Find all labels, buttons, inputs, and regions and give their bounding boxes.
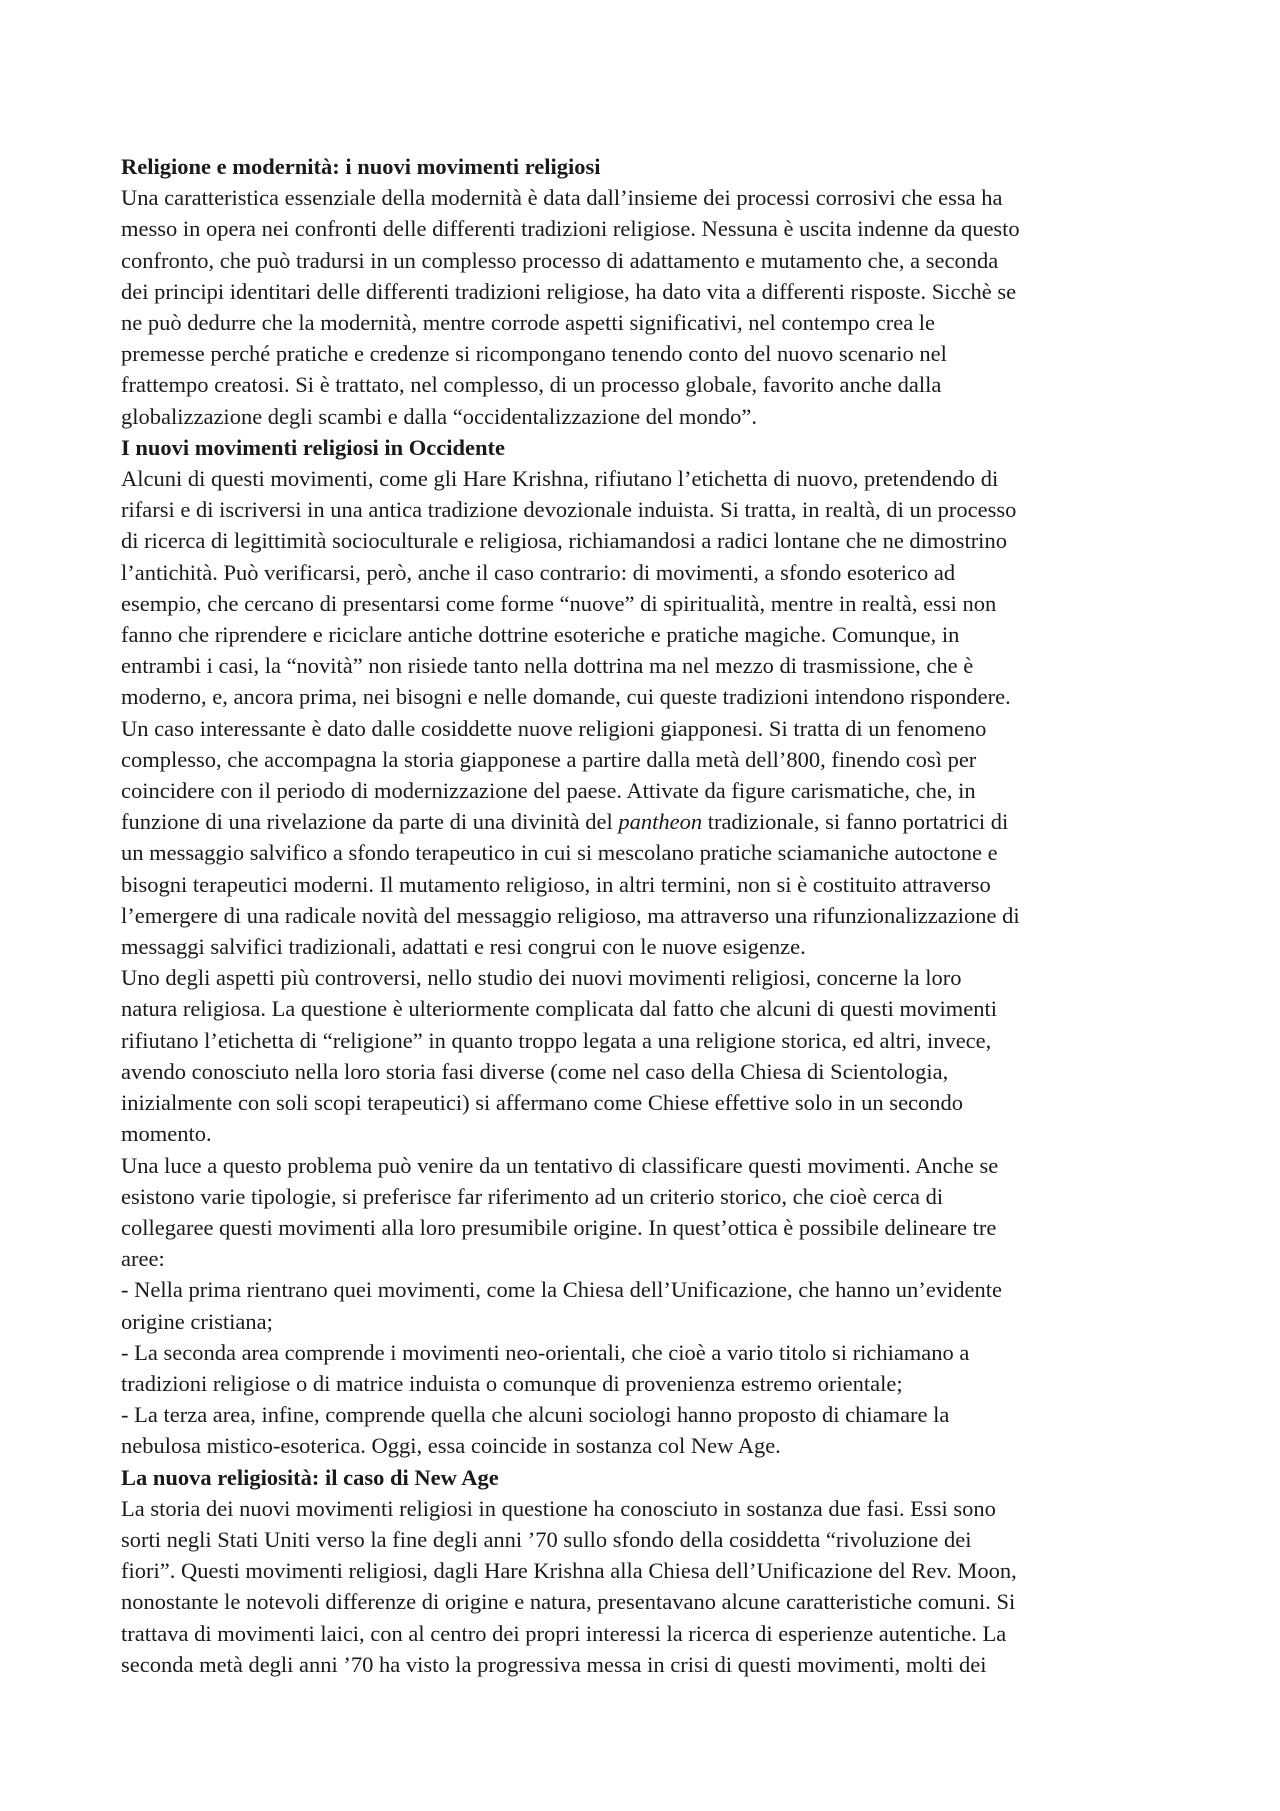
italic-term: pantheon — [618, 809, 703, 835]
paragraph-storia-movimenti: La storia dei nuovi movimenti religiosi in questione ha conosciuto in sostanza due fasi. Essi sono sorti negli Stati Uniti verso la fine degli anni ’70 sullo sfondo della cosiddetta “rivoluzione dei fiori”. Questi movimenti religiosi, dagli Hare Krishna alla Chiesa dell’Unificazione del Rev. Moon, nonostante le notevoli differenze di origine e natura, presentavano alcune caratteristiche comuni. Si trattava di movimenti laici, con al centro dei propri interessi la ricerca di esperienze autentiche. La seconda metà degli anni ’70 ha visto la progressiva messa in crisi di questi movimenti, molti dei — [121, 1495, 1017, 1677]
list-item-seconda-area: - La seconda area comprende i movimenti neo-orientali, che cioè a vario titolo si richiamano a tradizioni religiose o di matrice induista o comunque di provenienza estremo orientale; — [121, 1339, 970, 1396]
heading-religione-modernita: Religione e modernità: i nuovi movimenti religiosi — [121, 154, 601, 179]
paragraph-hare-krishna: Alcuni di questi movimenti, come gli Hare Krishna, rifiutano l’etichetta di nuovo, pretendendo di rifarsi e di iscriversi in una antica tradizione devozionale induista. Si tratta, in realtà, di un processo di ricerca di legittimità socioculturale e religiosa, richiamandosi a radici lontane che ne dimostrino l’antichità. Può verificarsi, però, anche il caso contrario: di movimenti, a sfondo esoterico ad esempio, che cercano di presentarsi come forme “nuove” di spiritualità, mentre in realtà, essi non fanno che riprendere e riciclare antiche dottrine esoteriche e pratiche magiche. Comunque, in entrambi i casi, la “novità” non risiede tanto nella dottrina ma nel mezzo di trasmissione, che è moderno, e, ancora prima, nei bisogni e nelle domande, cui queste tradizioni intendono rispondere. — [121, 466, 1017, 710]
paragraph-classificazione: Una luce a questo problema può venire da un tentativo di classificare questi movimenti. Anche se esistono varie tipologie, si preferisce far riferimento ad un criterio storico, che cioè cerca di collegaree questi movimenti alla loro presumibile origine. In quest’ottica è possibile delineare tre aree: — [121, 1152, 999, 1272]
heading-nuovi-movimenti-occidente: I nuovi movimenti religiosi in Occidente — [121, 434, 505, 460]
paragraph-religioni-giapponesi: Un caso interessante è dato dalle cosiddette nuove religioni giapponesi. Si tratta di un fenomeno complesso, che accompagna la storia giapponese a partire dalla metà dell’800, finendo così per coincidere con il periodo di modernizzazione del paese. Attivate da figure carismatiche, che, in funzione di una rivelazione da parte di una divinità del pantheon tradizionale, si fanno portatrici di un messaggio salvifico a sfondo terapeutico in cui si mescolano pratiche sciamaniche autoctone e bisogni terapeutici moderni. Il mutamento religioso, in altri termini, non si è costituito attraverso l’emergere di una radicale novità del messaggio religioso, ma attraverso una rifunzionalizzazione di messaggi salvifici tradizionali, adattati e resi congrui con le nuove esigenze. — [121, 715, 1020, 960]
list-item-terza-area: - La terza area, infine, comprende quella che alcuni sociologi hanno proposto di chiamare la nebulosa mistico-esoterica. Oggi, essa coincide in sostanza col New Age. — [121, 1402, 950, 1459]
document-page — [121, 151, 1166, 1680]
paragraph-modernita: Una caratteristica essenziale della modernità è data dall’insieme dei processi corrosivi che essa ha messo in opera nei confronti delle differenti tradizioni religiose. Nessuna è uscita indenne da questo confronto, che può tradursi in un complesso processo di adattamento e mutamento che, a seconda dei principi identitari delle differenti tradizioni religiose, ha dato vita a differenti risposte. Sicchè se ne può dedurre che la modernità, mentre corrode aspetti significativi, nel contempo crea le premesse perché pratiche e credenze si ricompongano tenendo conto del nuovo scenario nel frattempo creatosi. Si è trattato, nel complesso, di un processo globale, favorito anche dalla globalizzazione degli scambi e dalla “occidentalizzazione del mondo”. — [121, 185, 1020, 429]
list-item-prima-area: - Nella prima rientrano quei movimenti, come la Chiesa dell’Unificazione, che hanno un’evidente origine cristiana; — [121, 1277, 1002, 1334]
heading-nuova-religiosita: La nuova religiosità: il caso di New Age — [121, 1464, 499, 1490]
paragraph-natura-religiosa: Uno degli aspetti più controversi, nello studio dei nuovi movimenti religiosi, concerne la loro natura religiosa. La questione è ulteriormente complicata dal fatto che alcuni di questi movimenti rifiutano l’etichetta di “religione” in quanto troppo legata a una religione storica, ed altri, invece, avendo conosciuto nella loro storia fasi diverse (come nel caso della Chiesa di Scientologia, inizialmente con soli scopi terapeutici) si affermano come Chiese effettive solo in un secondo momento. — [121, 965, 997, 1147]
